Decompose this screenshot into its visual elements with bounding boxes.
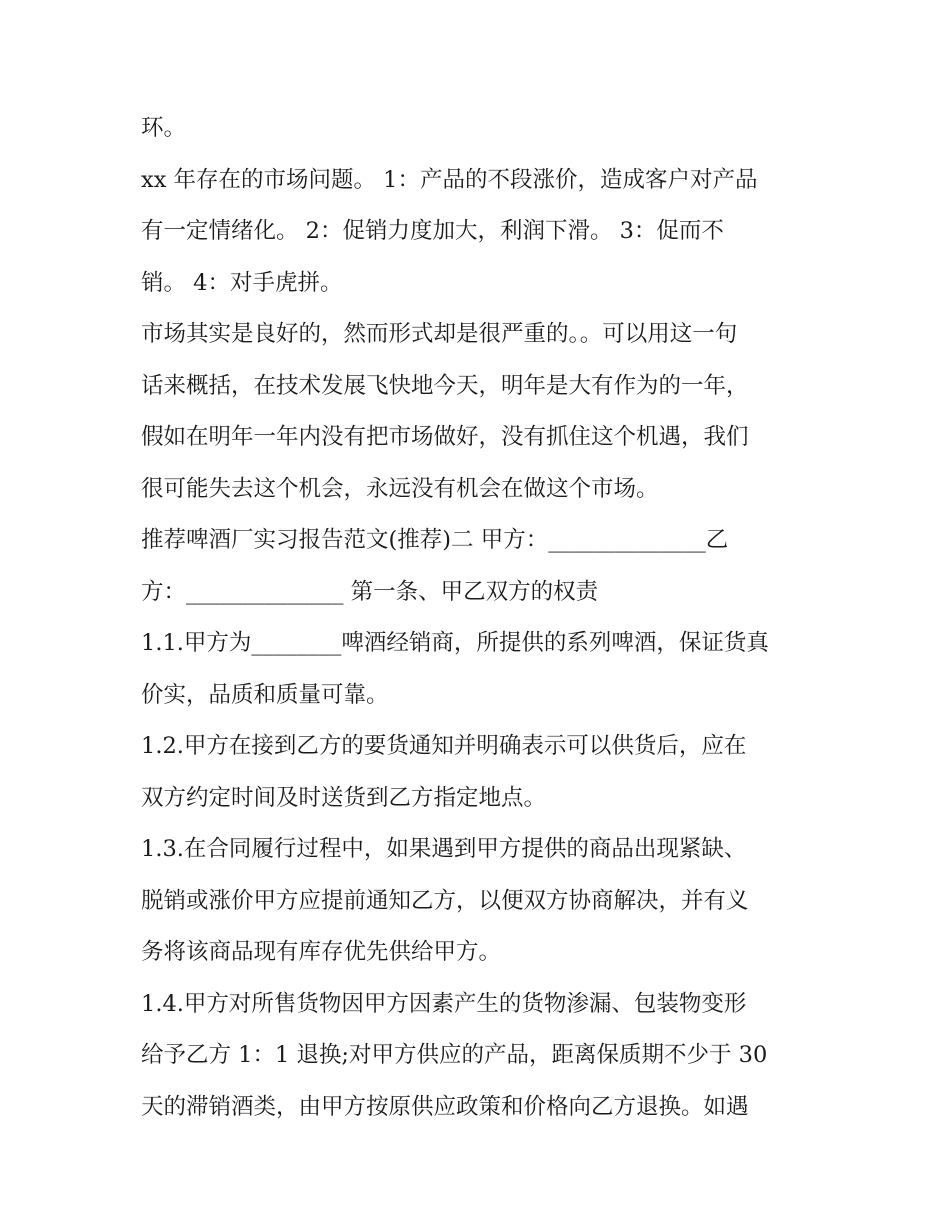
text-line: 给予乙方 1：1 退换;对甲方供应的产品，距离保质期不少于 30	[141, 1042, 768, 1068]
text-line: 推荐啤酒厂实习报告范文(推荐)二 甲方：______________乙	[141, 527, 729, 553]
text-line: 有一定情绪化。 2：促销力度加大，利润下滑。 3：促而不	[141, 218, 724, 244]
text-line: 价实，品质和质量可靠。	[141, 682, 389, 708]
text-line: 市场其实是良好的，然而形式却是很严重的。。可以用这一句	[141, 321, 738, 347]
text-line: 天的滞销酒类，由甲方按原供应政策和价格向乙方退换。如遇	[141, 1094, 749, 1120]
text-line: 1.4.甲方对所售货物因甲方因素产生的货物渗漏、包装物变形	[141, 991, 747, 1017]
text-line: 脱销或涨价甲方应提前通知乙方，以便双方协商解决，并有义	[141, 888, 749, 914]
text-line: 话来概括，在技术发展飞快地今天，明年是大有作为的一年，	[141, 373, 749, 399]
text-line: xx 年存在的市场问题。 1：产品的不段涨价，造成客户对产品	[141, 167, 758, 193]
text-line: 销。 4：对手虎拼。	[141, 270, 343, 296]
text-line: 假如在明年一年内没有把市场做好，没有抓住这个机遇，我们	[141, 424, 749, 450]
text-line: 方：______________ 第一条、甲乙双方的权责	[141, 579, 599, 605]
text-line: 双方约定时间及时送货到乙方指定地点。	[141, 785, 547, 811]
text-line: 1.2.甲方在接到乙方的要货通知并明确表示可以供货后，应在	[141, 733, 747, 759]
text-line: 务将该商品现有库存优先供给甲方。	[141, 939, 502, 965]
text-line: 1.1.甲方为________啤酒经销商，所提供的系列啤酒，保证货真	[141, 630, 769, 656]
text-line: 很可能失去这个机会，永远没有机会在做这个市场。	[141, 476, 659, 502]
text-line: 1.3.在合同履行过程中，如果遇到甲方提供的商品出现紧缺、	[141, 836, 747, 862]
text-line: 环。	[141, 115, 187, 141]
